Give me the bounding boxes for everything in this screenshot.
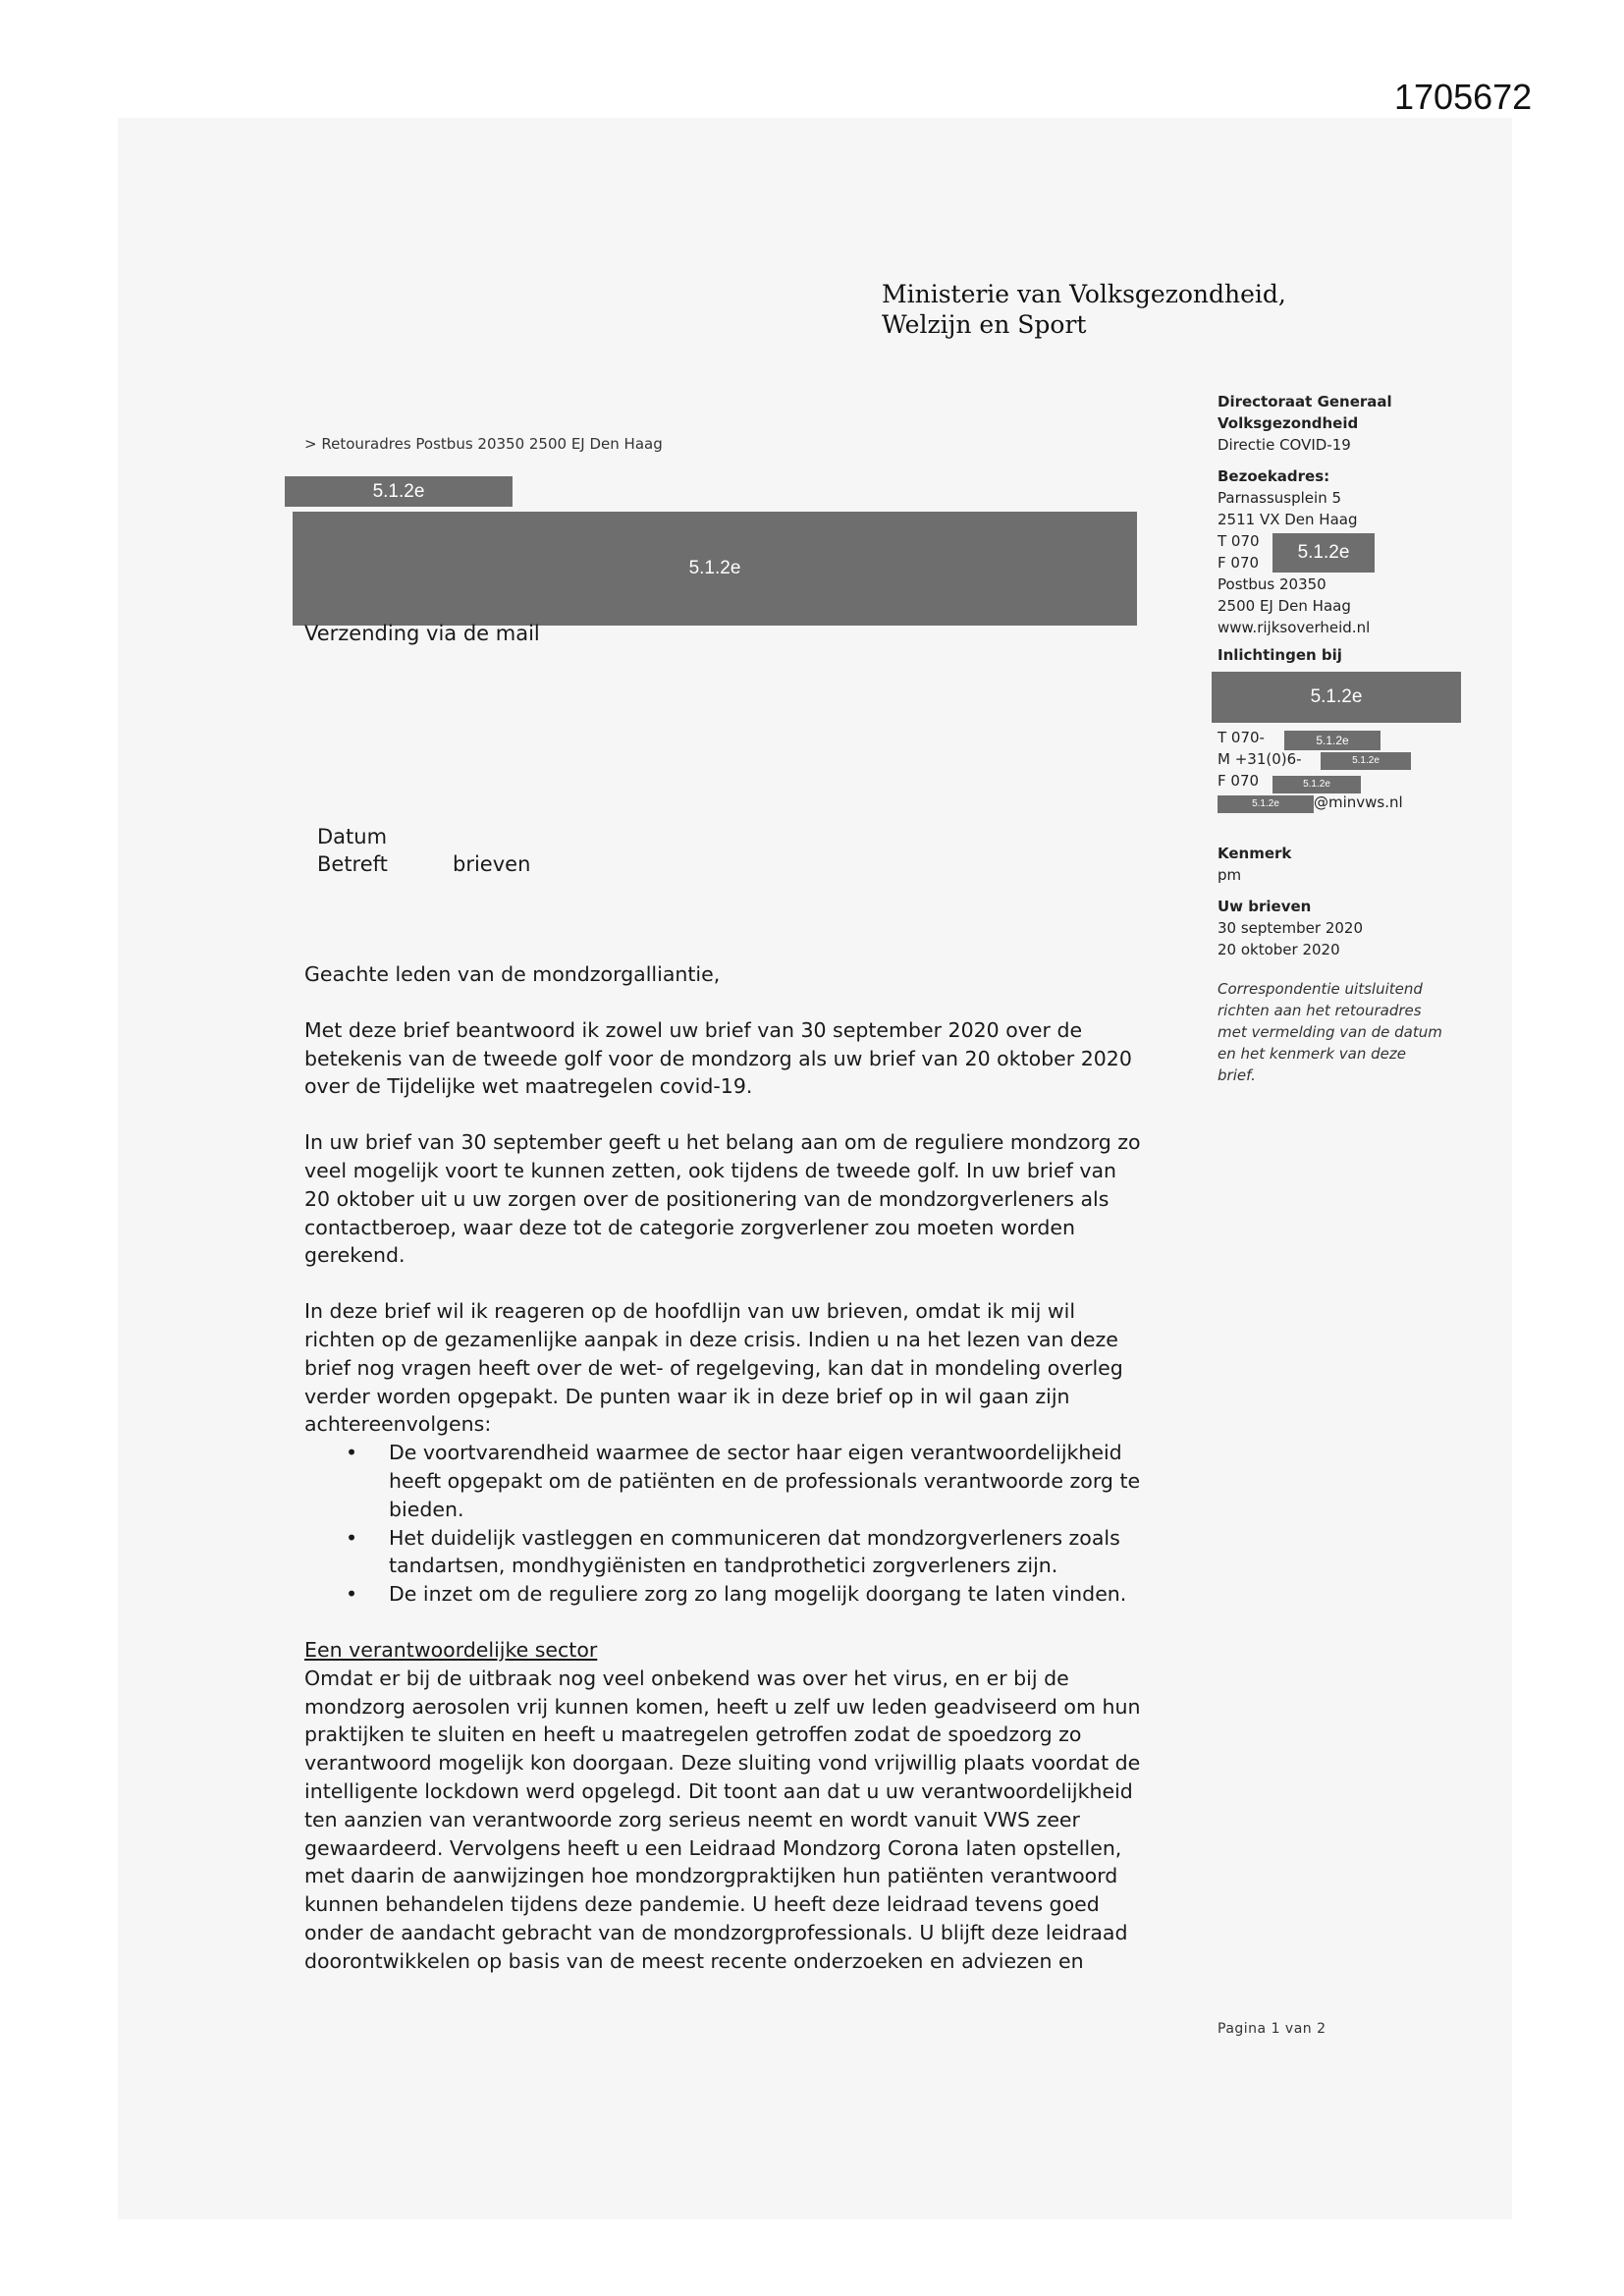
reference-label: Kenmerk — [1218, 845, 1292, 862]
note-line: richten aan het retouradres — [1218, 1002, 1422, 1019]
text-line: intelligente lockdown werd opgelegd. Dit toont aan dat u uw verantwoordelijkheid — [304, 1778, 1133, 1803]
text-line: met daarin de aanwijzingen hoe mondzorgpraktijken hun patiënten verantwoord — [304, 1864, 1118, 1888]
logo-line-2: Welzijn en Sport — [882, 310, 1087, 339]
info-label: Inlichtingen bij — [1218, 646, 1342, 664]
subject-label: Betreft — [317, 852, 388, 876]
redaction-block — [1272, 776, 1361, 793]
text-line: Het duidelijk vastleggen en communiceren dat mondzorgverleners zoals — [389, 1525, 1120, 1550]
redaction-block — [1272, 533, 1375, 573]
postbus: Postbus 20350 — [1218, 575, 1326, 593]
redaction-code: 5.1.2e — [1352, 755, 1380, 766]
email-domain[interactable]: @minvws.nl — [1314, 793, 1403, 811]
text-line: veel mogelijk voort te kunnen zetten, ook tijdens de tweede golf. In uw brief van — [304, 1158, 1117, 1182]
text-line: In uw brief van 30 september geeft u het belang aan om de reguliere mondzorg zo — [304, 1130, 1141, 1155]
org-line: Directie COVID-19 — [1218, 436, 1351, 454]
shipping-note: Verzending via de mail — [304, 622, 540, 645]
redaction-code: 5.1.2e — [688, 558, 741, 578]
text-line: 20 oktober uit u uw zorgen over de positionering van de mondzorgverleners als — [304, 1186, 1110, 1211]
redaction-block — [1212, 672, 1461, 723]
text-line: over de Tijdelijke wet maatregelen covid-19. — [304, 1074, 753, 1099]
salutation: Geachte leden van de mondzorgalliantie, — [304, 962, 721, 986]
contact-phone-t-text: T 070- — [1218, 729, 1265, 746]
text-line: ten aanzien van verantwoorde zorg serieus neemt en wordt vanuit VWS zeer — [304, 1807, 1080, 1831]
section-heading: Een verantwoordelijke sector — [304, 1637, 598, 1662]
text-line: verder worden opgepakt. De punten waar ik in deze brief op in wil gaan zijn — [304, 1384, 1070, 1408]
your-letters-label: Uw brieven — [1218, 898, 1312, 915]
text-line: gewaardeerd. Vervolgens heeft u een Leidraad Mondzorg Corona laten opstellen, — [304, 1835, 1122, 1860]
visit-address-label: Bezoekadres: — [1218, 467, 1330, 485]
document-id: 1705672 — [1394, 77, 1533, 117]
ministry-logo — [882, 279, 1286, 340]
redaction-code: 5.1.2e — [1316, 734, 1349, 747]
text-line: mondzorg aerosolen vrij kunnen komen, heeft u zelf uw leden geadviseerd om hun — [304, 1694, 1141, 1719]
redaction-code: 5.1.2e — [1303, 779, 1330, 790]
text-line: De voortvarendheid waarmee de sector haar eigen verantwoordelijkheid — [389, 1441, 1122, 1465]
note-line: en het kenmerk van deze — [1218, 1045, 1406, 1063]
redaction-block — [1284, 731, 1380, 750]
date-label: Datum — [317, 825, 388, 848]
your-letter-date: 20 oktober 2020 — [1218, 941, 1340, 958]
logo-line-1: Ministerie van Volksgezondheid, — [882, 280, 1286, 308]
address-street: Parnassusplein 5 — [1218, 489, 1342, 507]
paragraph-1 — [304, 1016, 1198, 1101]
letter-meta — [317, 823, 530, 878]
redaction-code: 5.1.2e — [1297, 542, 1350, 563]
website-link[interactable]: www.rijksoverheid.nl — [1218, 619, 1371, 636]
text-line: betekenis van de tweede golf voor de mondzorg als uw brief van 20 oktober 2020 — [304, 1046, 1132, 1070]
address-city: 2511 VX Den Haag — [1218, 511, 1358, 528]
your-letter-date: 30 september 2020 — [1218, 919, 1364, 937]
text-line: tandartsen, mondhygiënisten en tandprothetici zorgverleners zijn. — [389, 1554, 1058, 1578]
text-line: brief nog vragen heeft over de wet- of regelgeving, kan dat in mondeling overleg — [304, 1355, 1123, 1380]
list-item: • De inzet om de reguliere zorg zo lang mogelijk doorgang te laten vinden. — [304, 1580, 1198, 1609]
redaction-code: 5.1.2e — [1252, 798, 1279, 809]
contact-fax-text: F 070 — [1218, 772, 1260, 790]
page-number: Pagina 1 van 2 — [1218, 2021, 1326, 2037]
text-line: Met deze brief beantwoord ik zowel uw brief van 30 september 2020 over de — [304, 1017, 1083, 1042]
text-line: onder de aandacht gebracht van de mondzorgprofessionals. U blijft deze leidraad — [304, 1920, 1128, 1944]
phone-f: F 070 — [1218, 554, 1260, 572]
text-line: kunnen behandelen tijdens deze pandemie. U heeft deze leidraad tevens goed — [304, 1892, 1100, 1917]
redaction-block — [1321, 752, 1411, 770]
paragraph-4 — [304, 1665, 1198, 1976]
text-line: gerekend. — [304, 1243, 406, 1268]
redaction-code: 5.1.2e — [1310, 686, 1363, 707]
text-line: In deze brief wil ik reageren op de hoofdlijn van uw brieven, omdat ik mij wil — [304, 1299, 1076, 1324]
bullet-list — [304, 1439, 1198, 1609]
redaction-block — [293, 512, 1137, 626]
post-city: 2500 EJ Den Haag — [1218, 597, 1351, 615]
subject-value: brieven — [453, 852, 531, 876]
org-line: Directoraat Generaal — [1218, 393, 1392, 410]
list-item: • Het duidelijk vastleggen en communiceren dat mondzorgverleners zoals tandartsen, mondhygiënisten en tandprothetici zorgverleners zijn. — [304, 1524, 1198, 1581]
text-line: De inzet om de reguliere zorg zo lang mogelijk doorgang te laten vinden. — [389, 1582, 1127, 1607]
correspondence-note — [1218, 978, 1473, 1086]
text-line: richten op de gezamenlijke aanpak in deze crisis. Indien u na het lezen van deze — [304, 1327, 1118, 1351]
redaction-code: 5.1.2e — [372, 481, 425, 502]
text-line: Omdat er bij de uitbraak nog veel onbekend was over het virus, en er bij de — [304, 1666, 1069, 1690]
phone-t: T 070 — [1218, 532, 1260, 550]
org-line: Volksgezondheid — [1218, 414, 1359, 432]
contact-mobile-text: M +31(0)6- — [1218, 750, 1302, 768]
text-line: achtereenvolgens: — [304, 1412, 492, 1437]
reference-value: pm — [1218, 866, 1242, 884]
text-line: bieden. — [389, 1497, 464, 1521]
note-line: Correspondentie uitsluitend — [1218, 980, 1423, 998]
text-line: contactberoep, waar deze tot de categorie zorgverlener zou moeten worden — [304, 1215, 1075, 1239]
text-line: doorontwikkelen op basis van de meest recente onderzoeken en adviezen en — [304, 1948, 1084, 1973]
letter-body — [304, 960, 1198, 1976]
list-item: • De voortvarendheid waarmee de sector haar eigen verantwoordelijkheid heeft opgepakt om de patiënten en de professionals verantwoorde zorg te bieden. — [304, 1439, 1198, 1523]
paragraph-3 — [304, 1297, 1198, 1439]
text-line: heeft opgepakt om de patiënten en de professionals verantwoorde zorg te — [389, 1468, 1141, 1493]
note-line: met vermelding van de datum — [1218, 1023, 1442, 1041]
text-line: praktijken te sluiten en heeft u maatregelen getroffen zodat de spoedzorg zo — [304, 1722, 1082, 1747]
redaction-block — [1218, 795, 1314, 813]
subject-row — [317, 850, 530, 878]
text-line: verantwoord mogelijk kon doorgaan. Deze sluiting vond vrijwillig plaats voordat de — [304, 1751, 1141, 1776]
date-row — [317, 823, 530, 850]
return-address: > Retouradres Postbus 20350 2500 EJ Den Haag — [304, 435, 663, 453]
paragraph-2 — [304, 1128, 1198, 1270]
redaction-block — [285, 476, 513, 507]
note-line: brief. — [1218, 1066, 1256, 1084]
